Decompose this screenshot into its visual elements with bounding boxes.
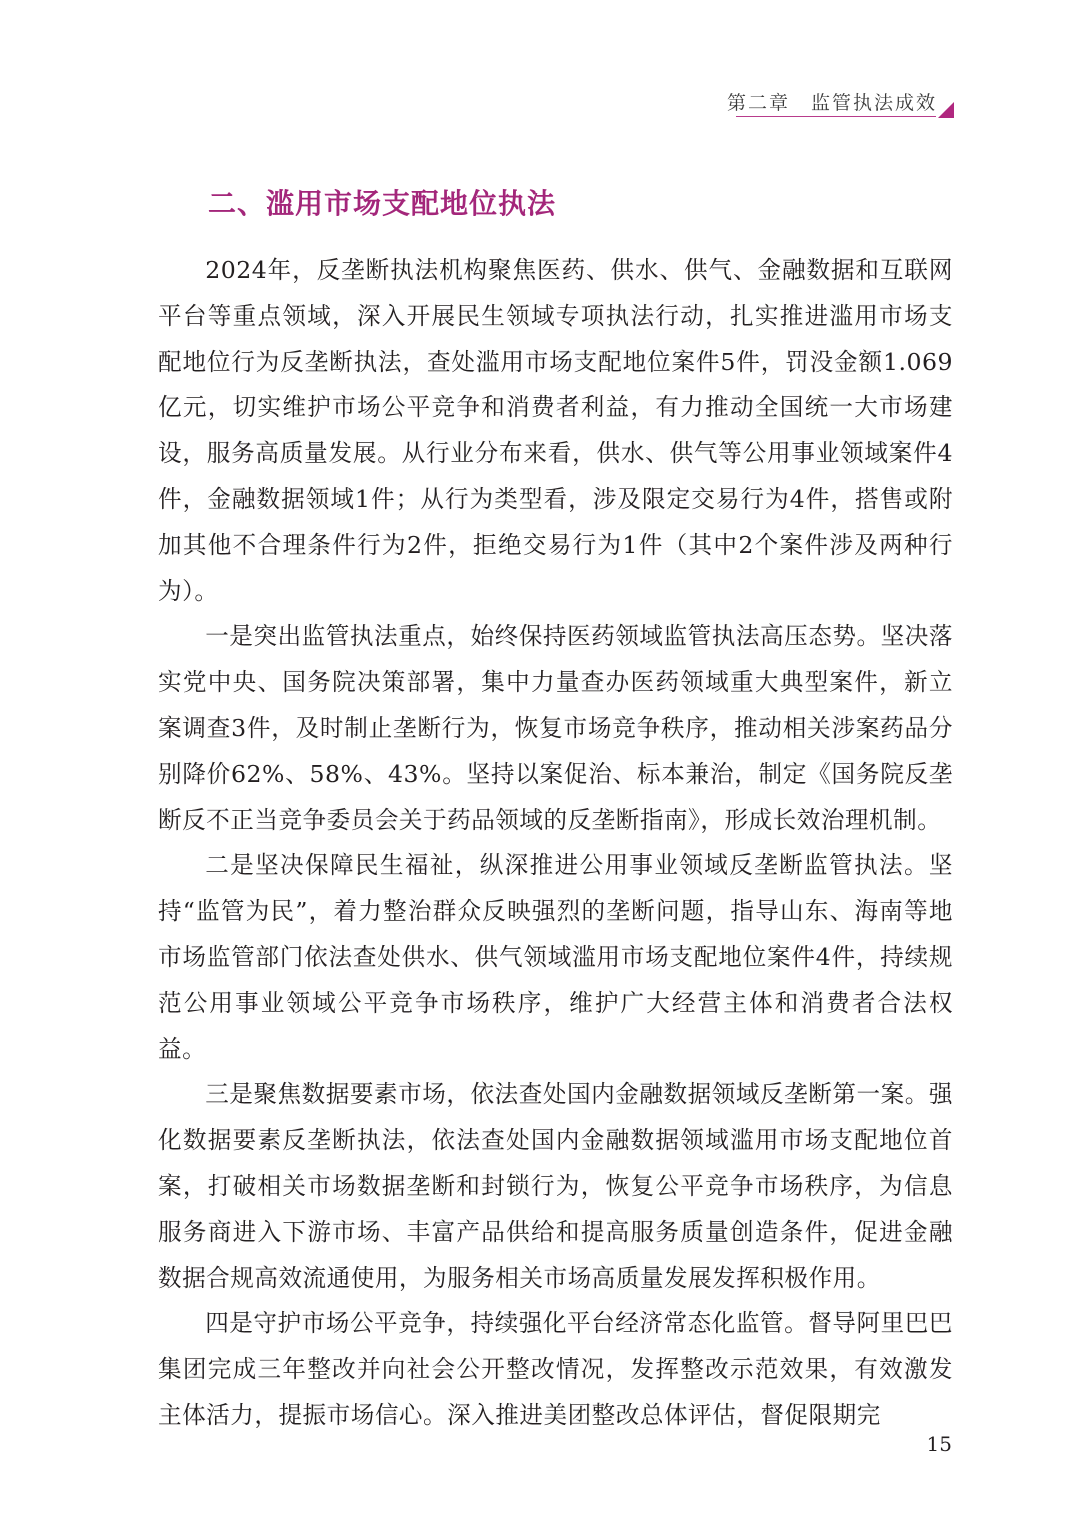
paragraph-pharma: 一是突出监管执法重点，始终保持医药领域监管执法高压态势。坚决落实党中央、国务院决策部署，集中力量查办医药领域重大典型案件，新立案调查3件，及时制止垄断行为，恢复市场竞争秩序，推动相关涉案药品分别降价62%、58%、43%。坚持以案促治、标本兼治，制定《国务院反垄断反不正当竞争委员会关于药品领域的反垄断指南》，形成长效治理机制。 [158, 622, 953, 834]
paragraph-overview: 2024年，反垄断执法机构聚焦医药、供水、供气、金融数据和互联网平台等重点领域，深入开展民生领域专项执法行动，扎实推进滥用市场支配地位行为反垄断执法，查处滥用市场支配地位案件5件，罚没金额1.069亿元，切实维护市场公平竞争和消费者利益，有力推动全国统一大市场建设，服务高质量发展。从行业分布来看，供水、供气等公用事业领域案件4件，金融数据领域1件；从行为类型看，涉及限定交易行为4件，搭售或附加其他不合理条件行为2件，拒绝交易行为1件（其中2个案件涉及两种行为）。 [158, 256, 953, 605]
paragraph-financial-data: 三是聚焦数据要素市场，依法查处国内金融数据领域反垄断第一案。强化数据要素反垄断执法，依法查处国内金融数据领域滥用市场支配地位首案，打破相关市场数据垄断和封锁行为，恢复公平竞争市场秩序，为信息服务商进入下游市场、丰富产品供给和提高服务质量创造条件，促进金融数据合规高效流通使用，为服务相关市场高质量发展发挥积极作用。 [158, 1080, 953, 1292]
paragraph-utilities: 二是坚决保障民生福祉，纵深推进公用事业领域反垄断监管执法。坚持“监管为民”，着力整治群众反映强烈的垄断问题，指导山东、海南等地市场监管部门依法查处供水、供气领域滥用市场支配地位案件4件，持续规范公用事业领域公平竞争市场秩序，维护广大经营主体和消费者合法权益。 [158, 851, 953, 1063]
paragraph-platform: 四是守护市场公平竞争，持续强化平台经济常态化监管。督导阿里巴巴集团完成三年整改并向社会公开整改情况，发挥整改示范效果，有效激发主体活力，提振市场信心。深入推进美团整改总体评估，督促限期完 [158, 1309, 953, 1429]
section-title: 二、滥用市场支配地位执法 [208, 187, 557, 220]
running-header: 第二章 监管执法成效 [726, 92, 937, 114]
header-rule [736, 116, 936, 117]
page-number: 15 [926, 1432, 952, 1456]
body-text [158, 248, 953, 1439]
header-corner-mark [938, 102, 954, 118]
